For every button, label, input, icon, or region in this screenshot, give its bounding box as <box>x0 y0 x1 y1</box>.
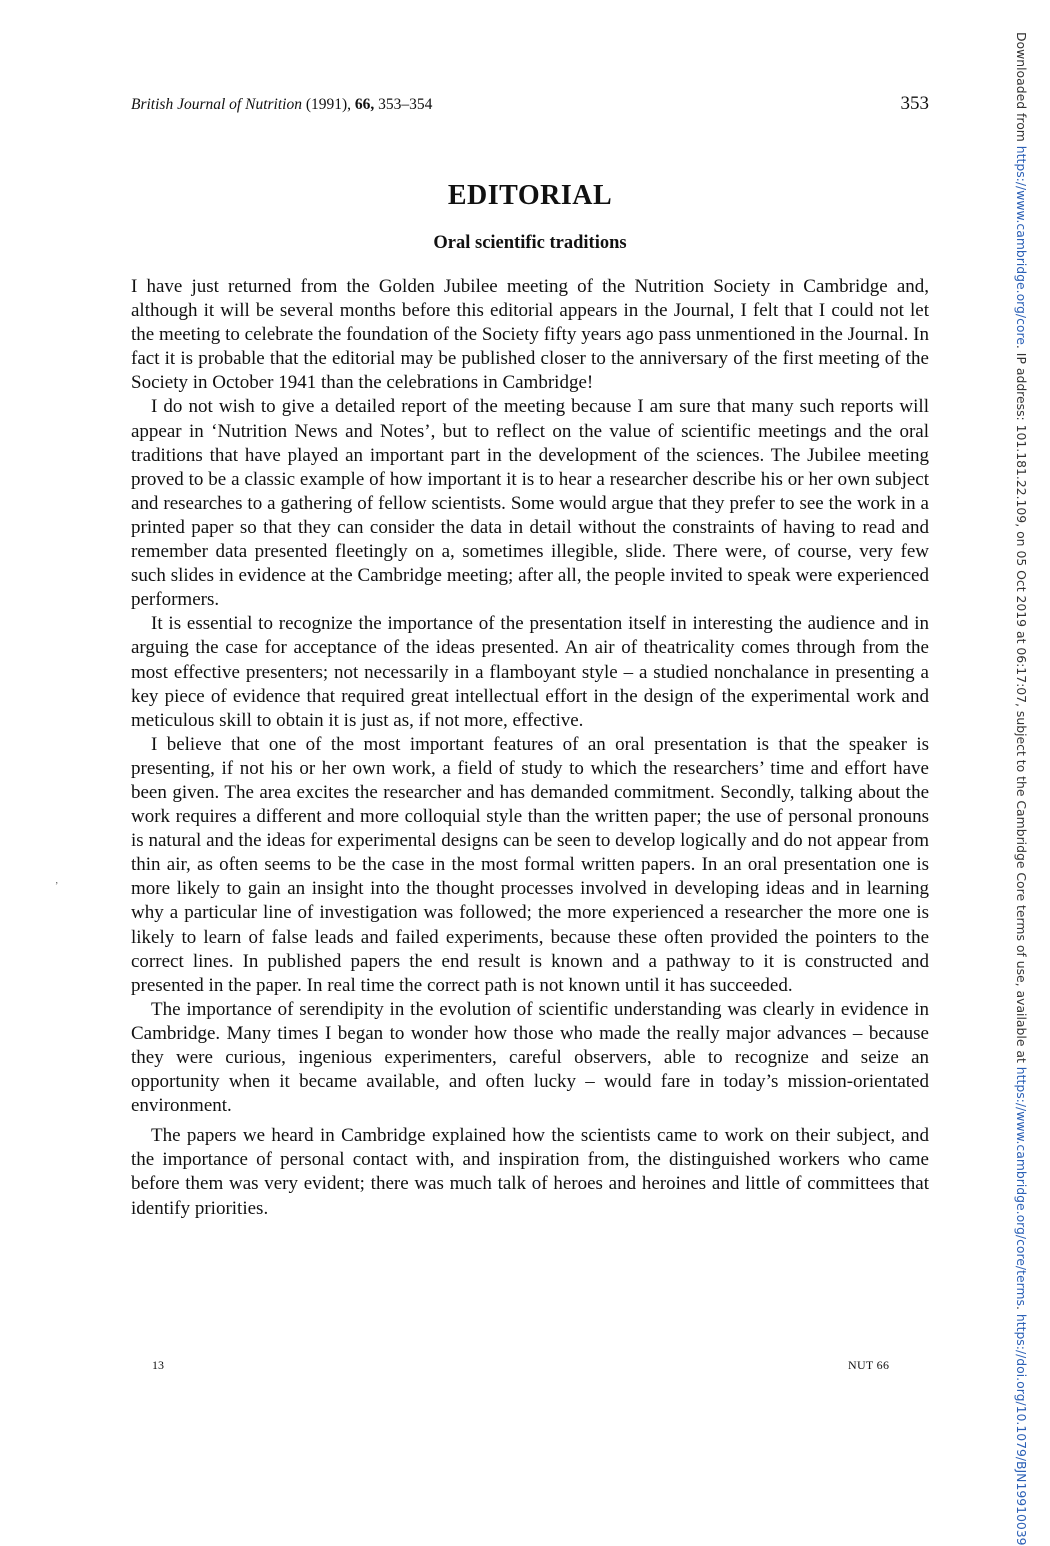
terms-link[interactable]: https://www.cambridge.org/core/terms <box>1014 1066 1029 1306</box>
download-notice-separator: . <box>1014 1305 1029 1314</box>
journal-year: (1991), <box>305 96 352 113</box>
paragraph-2: I do not wish to give a detailed report of the meeting because I am sure that many such reports will appear in ‘Nutrition News and Notes’, but to reflect on the value of scientific meetings and the oral traditions that have played an important part in the development of the sciences. The Jubilee meeting proved to be a classic example of how important it is to hear a researcher describe his or her own subject and researches to a gathering of fellow scientists. Some would argue that they prefer to see the work in a printed paper so that they can consider the data in detail without the constraints of having to read and remember data presented fleetingly on a, sometimes illegible, slide. There were, of course, very few such slides in evidence at the Cambridge meeting; after all, the people invited to speak were experienced performers. <box>131 396 929 611</box>
running-header <box>131 93 929 122</box>
doi-link[interactable]: https://doi.org/10.1079/BJN19910039 <box>1014 1313 1029 1546</box>
paragraph-4: I believe that one of the most important features of an oral presentation is that the speaker is presenting, if not his or her own work, a field of study to which the researchers’ time and effort have been given. The area excites the researcher and has demanded commitment. Secondly, talking about the work requires a different and more colloquial style than the written paper; the use of personal pronouns is natural and the ideas for experimental designs can be seen to develop logically and do not appear from thin air, as often seems to be the case in the most formal written papers. In an oral presentation one is more likely to gain an insight into the thought processes involved in developing ideas and in learning why a particular line of investigation was followed; the more experienced a researcher the more one is likely to learn of false leads and failed experiments, because these often provided the pointers to the correct lines. In published papers the end result is known and a pathway to it is constructed and presented in the paper. In real time the correct path is not known until it has succeeded. <box>131 733 929 996</box>
journal-pages: 353–354 <box>378 96 433 113</box>
paragraph-6: The papers we heard in Cambridge explained how the scientists came to work on their subject, and the importance of personal contact with, and inspiration from, the distinguished workers who came before them was very evident; there was much talk of heroes and heroines and little of committees that identify priorities. <box>131 1125 929 1219</box>
stray-mark: ’ <box>55 881 59 892</box>
article-subtitle: Oral scientific traditions <box>433 233 627 253</box>
download-notice-prefix: Downloaded from <box>1014 32 1029 146</box>
article-title: EDITORIAL <box>447 180 613 211</box>
paragraph-5: The importance of serendipity in the evolution of scientific understanding was clearly in evidence in Cambridge. Many times I began to wonder how those who made the really major advances – because they were curious, ingenious experimenters, careful observers, able to recognize and seize an opportunity when it became available, and often lucky – would fare in today’s mission-orientated environment. <box>131 998 929 1117</box>
paragraph-1: I have just returned from the Golden Jubilee meeting of the Nutrition Society in Cambridge and, although it will be several months before this editorial appears in the Journal, I felt that I could not let the meeting to celebrate the foundation of the Society fifty years ago pass unmentioned in the Journal. In fact it is probable that the editorial may be published closer to the anniversary of the first meeting of the Society in October 1941 than the celebrations in Cambridge! <box>131 276 929 394</box>
page-number: 353 <box>900 93 929 114</box>
paragraph-3: It is essential to recognize the importance of the presentation itself in interesting the audience and in arguing the case for acceptance of the ideas presented. An air of theatricality comes through from the most effective presenters; not necessarily in a flamboyant style – a studied nonchalance in presenting a key piece of evidence that required great intellectual effort in the design of the experimental work and meticulous skill to obtain it is just as, if not more, effective. <box>131 613 929 731</box>
journal-citation <box>131 96 432 114</box>
journal-title: British Journal of Nutrition <box>131 96 302 113</box>
download-notice <box>1008 32 1034 1546</box>
journal-volume: 66, <box>354 96 375 113</box>
download-notice-middle: . IP address: 101.181.22.109, on 05 Oct 2019 at 06:17:07, subject to the Cambridge Core terms of use, available at <box>1014 344 1029 1067</box>
cambridge-core-link[interactable]: https://www.cambridge.org/core <box>1014 145 1029 345</box>
footer-code: NUT 66 <box>848 1358 890 1372</box>
article-body <box>131 275 929 1221</box>
signature-number: 13 <box>152 1358 164 1372</box>
